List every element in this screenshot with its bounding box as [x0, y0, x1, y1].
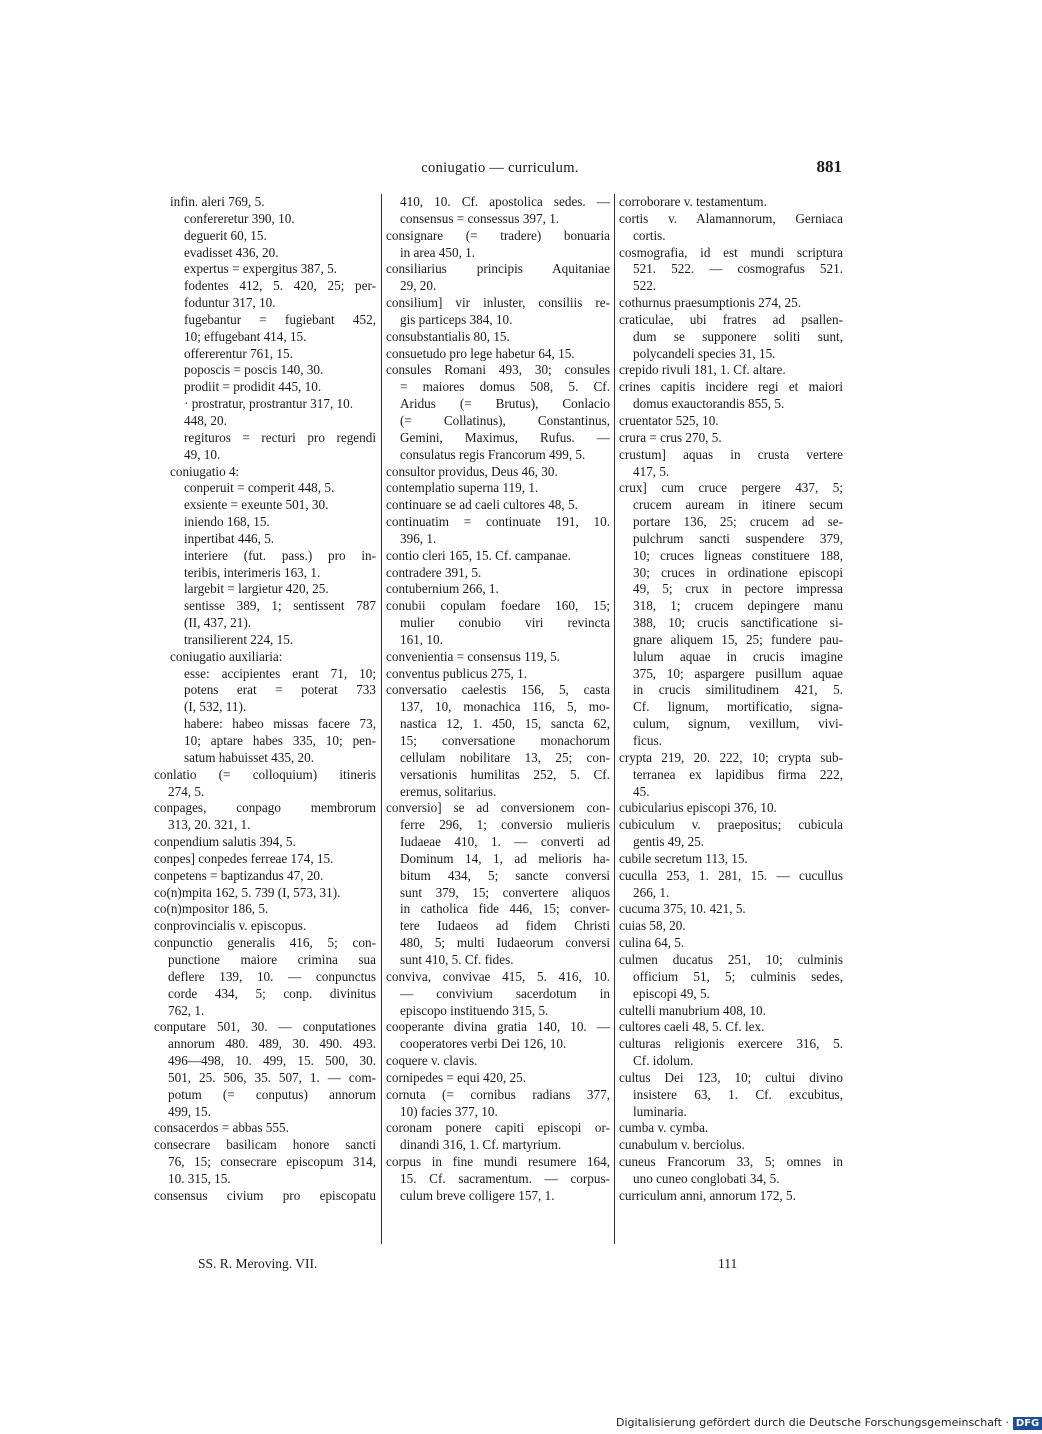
index-entry-line: 448, 20. [184, 412, 227, 428]
index-entry-line: conpunctio generalis 416, 5; con- [154, 935, 376, 951]
index-entry-line: culina 64, 5. [619, 935, 685, 951]
index-entry-line: 496—498, 10. 499, 15. 500, 30. [168, 1053, 376, 1069]
index-entry-line: 10) facies 377, 10. [400, 1103, 498, 1119]
index-entry-line: pulchrum sancti suspendere 379, [633, 530, 843, 546]
index-entry-line: cubile secretum 113, 15. [619, 850, 748, 866]
index-entry-line: consacerdos = abbas 555. [154, 1120, 289, 1136]
index-entry-line: confereretur 390, 10. [184, 210, 295, 226]
index-entry-line: nastica 12, 1. 450, 15, sancta 62, [400, 716, 610, 732]
index-entry-line: 15; conversatione monachorum [400, 733, 610, 748]
index-entry-line: cornipedes = equi 420, 25. [386, 1069, 527, 1085]
index-entry-line: 49, 10. [184, 446, 221, 462]
index-entry-line: cucuma 375, 10. 421, 5. [619, 901, 746, 917]
index-entry-line: gentis 49, 25. [633, 834, 705, 850]
index-entry-line: 49, 5; crux in pectore impressa [633, 581, 843, 597]
index-entry-line: conpages, conpago membrorum [154, 800, 376, 816]
index-entry-line: convenientia = consensus 119, 5. [386, 648, 560, 664]
index-entry-line: co(n)mpositor 186, 5. [154, 901, 269, 917]
index-entry-line: iniendo 168, 15. [184, 514, 270, 530]
index-entry-line: conversatio caelestis 156, 5, casta [386, 682, 610, 698]
index-entry-line: crucem auream in itinere secum [633, 497, 843, 513]
index-entry-line: potum (= conputus) annorum [168, 1086, 376, 1102]
index-entry-line: conubii copulam foedare 160, 15; [386, 598, 610, 614]
index-entry-line: consensus civium pro episcopatu [154, 1187, 376, 1203]
index-entry-line: 499, 15. [168, 1103, 211, 1119]
index-entry-line: crypta 219, 20. 222, 10; crypta sub- [619, 749, 843, 765]
index-entry-line: contemplatio superna 119, 1. [386, 480, 539, 496]
index-entry-line: Dominum 14, 1, ad melioris ha- [400, 850, 610, 866]
index-entry-line: conperuit = comperit 448, 5. [184, 480, 335, 496]
index-entry-line: cortis. [633, 227, 666, 243]
index-entry-line: conputare 501, 30. — conputationes [154, 1019, 376, 1035]
index-entry-line: evadisset 436, 20. [184, 244, 279, 260]
index-entry-line: conpes] conpedes ferreae 174, 15. [154, 850, 334, 866]
index-entry-line: Cf. lignum, mortificatio, signa- [633, 699, 843, 715]
index-entry-line: 161, 10. [400, 631, 443, 647]
index-entry-line: cunabulum v. berciolus. [619, 1137, 745, 1153]
index-entry-line: dum se supponere soliti sunt, [633, 328, 843, 344]
index-entry-line: conventus publicus 275, 1. [386, 665, 528, 681]
index-entry-line: crura = crus 270, 5. [619, 429, 722, 445]
index-entry-line: 10; effugebant 414, 15. [184, 328, 307, 344]
index-entry-line: crux] cum cruce pergere 437, 5; [619, 480, 843, 496]
index-entry-line: consecrare basilicam honore sancti [154, 1137, 376, 1153]
index-entry-line: corde 434, 5; conp. divinitus [168, 985, 376, 1001]
index-entry-line: cumba v. cymba. [619, 1120, 709, 1136]
index-entry-line: bitum 434, 5; sancte conversi [400, 867, 610, 883]
index-entry-line: 76, 15; consecrare episcopum 314, [168, 1154, 376, 1170]
index-entry-line: craticulae, ubi fratres ad psallen- [619, 311, 843, 327]
index-entry-line: cosmografia, id est mundi scriptura [619, 244, 843, 260]
index-entry-line: interiere (fut. pass.) pro in- [184, 547, 376, 563]
index-entry-line: conpetens = baptizandus 47, 20. [154, 867, 324, 883]
index-entry-line: culum, signum, vexillum, vivi- [633, 716, 843, 732]
index-entry-line: corpus in fine mundi resumere 164, [386, 1154, 610, 1170]
index-entry-line: ficus. [633, 733, 662, 748]
index-entry-line: officium 51, 5; culminis sedes, [633, 968, 843, 984]
index-entry-line: insistere 63, 1. Cf. excubitus, [633, 1086, 843, 1102]
page-number: 881 [816, 157, 842, 176]
index-entry-line: polycandeli species 31, 15. [633, 345, 776, 361]
index-entry-line: consultor providus, Deus 46, 30. [386, 463, 558, 479]
index-entry-line: = maiores domus 508, 5. Cf. [400, 379, 610, 395]
index-entry-line: cruentator 525, 10. [619, 412, 719, 428]
index-entry-line: conprovincialis v. episcopus. [154, 918, 307, 934]
index-entry-line: cubicularius episcopi 376, 10. [619, 800, 777, 816]
index-column-right [619, 194, 843, 1205]
index-entry-line: episcopo instituendo 315, 5. [400, 1002, 549, 1018]
index-entry-line: — convivium sacerdotum in [400, 985, 610, 1001]
index-entry-line: 313, 20. 321, 1. [168, 817, 251, 833]
index-entry-line: culturas religionis exercere 316, 5. [619, 1036, 843, 1052]
column-divider [381, 194, 382, 1244]
index-entry-line: sunt 410, 5. Cf. fides. [400, 951, 514, 967]
index-entry-line: in crucis similitudinem 421, 5. [633, 682, 843, 698]
index-entry-line: contio cleri 165, 15. Cf. campanae. [386, 547, 571, 563]
index-entry-line: 45. [633, 783, 650, 799]
index-entry-line: crustum] aquas in crusta vertere [619, 446, 843, 462]
index-entry-line: continuare se ad caeli cultores 48, 5. [386, 497, 578, 513]
index-entry-line: Iudaeae 410, 1. — converti ad [400, 834, 610, 850]
index-entry-line: versationis humilitas 252, 5. Cf. [400, 766, 610, 782]
index-entry-line: cooperatores verbi Dei 126, 10. [400, 1036, 567, 1052]
index-entry-line: 10. 315, 15. [168, 1170, 231, 1186]
index-entry-line: sunt 379, 15; convertere aliquos [400, 884, 610, 900]
index-entry-line: eremus, solitarius. [400, 783, 497, 799]
index-entry-line: coquere v. clavis. [386, 1053, 478, 1069]
funding-note [616, 1416, 1042, 1430]
index-entry-line: domus exauctorandis 855, 5. [633, 396, 785, 412]
signature-mark: SS. R. Meroving. VII. [198, 1256, 318, 1271]
index-entry-line: inpertibat 446, 5. [184, 530, 275, 546]
index-entry-line: consules Romani 493, 30; consules [386, 362, 610, 378]
index-entry-line: poposcis = poscis 140, 30. [184, 362, 324, 378]
index-entry-line: 15. Cf. sacramentum. — corpus- [400, 1170, 610, 1186]
index-entry-line: satum habuisset 435, 20. [184, 749, 315, 765]
index-entry-line: 137, 10, monachica 116, 5, mo- [400, 699, 610, 715]
index-column-middle [386, 194, 610, 1205]
funding-text: Digitalisierung gefördert durch die Deutsche Forschungsgemeinschaft · [616, 1416, 1009, 1429]
index-entry-line: 30; cruces in ordinatione episcopi [633, 564, 843, 580]
index-entry-line: Cf. idolum. [633, 1053, 694, 1069]
index-entry-line: consubstantialis 80, 15. [386, 328, 510, 344]
index-entry-line: ferre 296, 1; conversio mulieris [400, 817, 610, 833]
index-column-left [154, 194, 376, 1205]
running-header: coniugatio — curriculum. [421, 160, 579, 176]
index-entry-line: (I, 532, 11). [184, 699, 247, 715]
index-entry-line: 388, 10; crucis sanctificatione si- [633, 615, 843, 631]
index-entry-line: fugebantur = fugiebant 452, [184, 311, 376, 327]
index-entry-line: 762, 1. [168, 1002, 205, 1018]
index-entry-line: cothurnus praesumptionis 274, 25. [619, 295, 802, 311]
index-entry-line: consilium] vir inluster, consiliis re- [386, 295, 610, 311]
index-entry-line: infin. aleri 769, 5. [170, 194, 265, 209]
index-entry-line: gnare aliquem 15, 25; fundere pau- [633, 631, 843, 647]
index-entry-line: tere Iudaeos ad fidem Christi [400, 918, 610, 934]
index-entry-line: in catholica fide 446, 15; conver- [400, 901, 610, 917]
index-entry-line: consensus = consessus 397, 1. [400, 210, 560, 226]
index-entry-line: portare 136, 25; crucem ad se- [633, 514, 843, 530]
index-entry-line: cultores caeli 48, 5. Cf. lex. [619, 1019, 765, 1035]
index-entry-line: gis particeps 384, 10. [400, 311, 513, 327]
index-entry-line: 375, 10; aspargere pusillum aquae [633, 665, 843, 681]
index-entry-line: 480, 5; multi Iudaeorum conversi [400, 935, 610, 951]
index-entry-line: cultus Dei 123, 10; cultui divino [619, 1069, 843, 1085]
index-entry-line: cubiculum v. praepositus; cubicula [619, 817, 843, 833]
index-entry-line: 274, 5. [168, 783, 205, 799]
index-entry-line: fodentes 412, 5. 420, 25; per- [184, 278, 376, 294]
index-entry-line: luminaria. [633, 1103, 687, 1119]
index-entry-line: cultelli manubrium 408, 10. [619, 1002, 766, 1018]
index-entry-line: expertus = expergitus 387, 5. [184, 261, 337, 277]
index-entry-line: cortis v. Alamannorum, Gerniaca [619, 210, 843, 226]
index-entry-line: cuias 58, 20. [619, 918, 686, 934]
index-entry-line: (II, 437, 21). [184, 615, 252, 631]
sheet-number: 111 [718, 1256, 738, 1271]
index-entry-line: habere: habeo missas facere 73, [184, 716, 376, 732]
index-entry-line: 318, 1; crucem depingere manu [633, 598, 843, 614]
index-entry-line: consiliarius principis Aquitaniae [386, 261, 610, 277]
index-entry-line: sentisse 389, 1; sentissent 787 [184, 598, 376, 614]
index-entry-line: 10; aptare habes 335, 10; pen- [184, 733, 376, 748]
index-entry-line: 266, 1. [633, 884, 670, 900]
index-entry-line: uno cuneo conglobati 34, 5. [633, 1170, 780, 1186]
index-entry-line: potens erat = poterat 733 [184, 682, 376, 698]
index-entry-line: foduntur 317, 10. [184, 295, 276, 311]
index-entry-line: cornuta (= cornibus radians 377, [386, 1086, 610, 1102]
index-entry-line: coniugatio auxiliaria: [170, 648, 283, 664]
index-entry-line: dinandi 316, 1. Cf. martyrium. [400, 1137, 562, 1153]
index-entry-line: crepido rivuli 181, 1. Cf. altare. [619, 362, 786, 378]
index-entry-line: in area 450, 1. [400, 244, 476, 260]
index-entry-line: co(n)mpita 162, 5. 739 (I, 573, 31). [154, 884, 341, 900]
index-entry-line: offererentur 761, 15. [184, 345, 293, 361]
index-entry-line: punctione maiore crimina sua [168, 951, 376, 967]
index-entry-line: consignare (= tradere) bonuaria [386, 227, 610, 243]
index-entry-line: consulatus regis Francorum 499, 5. [400, 446, 586, 462]
index-entry-line: episcopi 49, 5. [633, 985, 710, 1001]
index-entry-line: · prostratur, prostrantur 317, 10. [184, 396, 354, 412]
index-entry-line: curriculum anni, annorum 172, 5. [619, 1187, 796, 1203]
index-entry-line: cuculla 253, 1. 281, 15. — cucullus [619, 867, 843, 883]
index-entry-line: esse: accipientes erant 71, 10; [184, 665, 376, 681]
index-entry-line: conlatio (= colloquium) itineris [154, 766, 376, 782]
index-entry-line: coronam ponere capiti episcopi or- [386, 1120, 610, 1136]
index-entry-line: 29, 20. [400, 278, 437, 294]
index-entry-line: corroborare v. testamentum. [619, 194, 767, 209]
column-divider [614, 194, 615, 1244]
index-entry-line: continuatim = continuate 191, 10. [386, 514, 610, 530]
index-entry-line: terranea ex lapidibus firma 222, [633, 766, 843, 782]
index-entry-line: contubernium 266, 1. [386, 581, 499, 597]
index-entry-line: consuetudo pro lege habetur 64, 15. [386, 345, 575, 361]
index-entry-line: culum breve colligere 157, 1. [400, 1187, 555, 1203]
index-entry-line: Aridus (= Brutus), Conlacio [400, 396, 610, 412]
index-entry-line: largebit = largietur 420, 25. [184, 581, 329, 597]
index-entry-line: teribis, interimeris 163, 1. [184, 564, 321, 580]
index-entry-line: conversio] se ad conversionem con- [386, 800, 610, 816]
index-entry-line: 522. [633, 278, 657, 294]
index-entry-line: exsiente = exeunte 501, 30. [184, 497, 329, 513]
index-entry-line: conpendium salutis 394, 5. [154, 834, 296, 850]
index-entry-line: cuneus Francorum 33, 5; omnes in [619, 1154, 843, 1170]
index-entry-line: regituros = recturi pro regendi [184, 429, 376, 445]
index-entry-line: annorum 480. 489, 30. 490. 493. [168, 1036, 376, 1052]
index-entry-line: Gemini, Maximus, Rufus. — [400, 429, 610, 445]
index-entry-line: deguerit 60, 15. [184, 227, 267, 243]
index-entry-line: 417, 5. [633, 463, 670, 479]
index-entry-line: conviva, convivae 415, 5. 416, 10. [386, 968, 610, 984]
index-entry-line: cellulam nobilitare 13, 25; con- [400, 749, 610, 765]
index-entry-line: coniugatio 4: [170, 463, 240, 479]
index-entry-line: crines capitis incidere regi et maiori [619, 379, 843, 395]
index-entry-line: 501, 25. 506, 35. 507, 1. — com- [168, 1069, 376, 1085]
index-entry-line: culmen ducatus 251, 10; culminis [619, 951, 843, 967]
index-entry-line: cooperante divina gratia 140, 10. — [386, 1019, 610, 1035]
index-entry-line: 410, 10. Cf. apostolica sedes. — [400, 194, 610, 209]
index-entry-line: mulier conubio viri revincta [400, 615, 610, 631]
dfg-logo: DFG [1013, 1417, 1042, 1430]
index-entry-line: prodiit = prodidit 445, 10. [184, 379, 322, 395]
index-entry-line: transilierent 224, 15. [184, 631, 294, 647]
index-entry-line: lulum aquae in crucis imagine [633, 648, 843, 664]
index-entry-line: 10; cruces ligneas constituere 188, [633, 547, 843, 563]
index-entry-line: (= Collatinus), Constantinus, [400, 412, 610, 428]
index-entry-line: contradere 391, 5. [386, 564, 482, 580]
index-entry-line: 521. 522. — cosmografus 521. [633, 261, 843, 277]
index-entry-line: deflere 139, 10. — conpunctus [168, 968, 376, 984]
index-entry-line: 396, 1. [400, 530, 437, 546]
